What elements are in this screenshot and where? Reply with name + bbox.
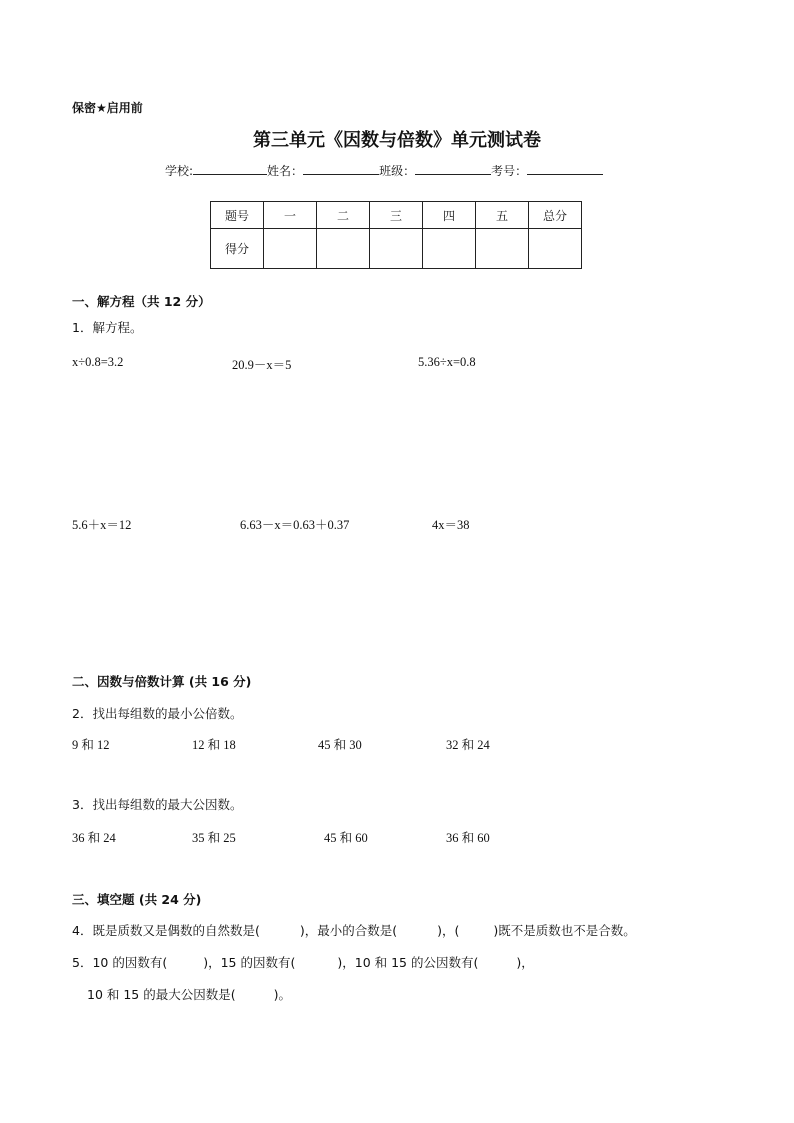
equation: x÷0.8=3.2 — [72, 355, 124, 369]
section1-heading: 一、解方程（共 12 分） — [72, 294, 211, 309]
exam-number-label: 考号： — [491, 164, 528, 178]
question-5 — [72, 953, 534, 971]
q4-text: )既不是质数也不是合数。 — [493, 923, 636, 938]
name-blank[interactable] — [303, 160, 379, 175]
score-cell[interactable] — [529, 229, 582, 269]
student-info-line — [165, 160, 603, 179]
q5-text: )， — [516, 955, 534, 970]
score-cell[interactable] — [317, 229, 370, 269]
table-header-cell: 一 — [264, 202, 317, 229]
q4-text: 4．既是质数又是偶数的自然数是( — [72, 923, 260, 938]
school-label: 学校: — [165, 164, 194, 178]
q5-text: 10 和 15 的最大公因数是( — [87, 987, 236, 1002]
table-header-cell: 三 — [370, 202, 423, 229]
equation: 6.63－x＝0.63＋0.37 — [240, 518, 350, 532]
q4-text: )，最小的合数是( — [299, 923, 398, 938]
question-5-line-2 — [87, 985, 291, 1003]
number-pair: 12 和 18 — [192, 738, 236, 752]
equation: 5.6＋x＝12 — [72, 518, 132, 532]
name-label: 姓名： — [267, 164, 304, 178]
number-pair: 32 和 24 — [446, 738, 490, 752]
q4-text: )，( — [437, 923, 460, 938]
question-2: 2．找出每组数的最小公倍数。 — [72, 706, 243, 721]
score-cell[interactable] — [370, 229, 423, 269]
school-blank[interactable] — [193, 160, 267, 175]
score-table-score-row — [211, 229, 582, 269]
equation: 4x＝38 — [432, 518, 470, 532]
section3-heading: 三、填空题 (共 24 分) — [72, 892, 202, 907]
exam-number-blank[interactable] — [527, 160, 603, 175]
class-blank[interactable] — [415, 160, 491, 175]
number-pair: 45 和 30 — [318, 738, 362, 752]
table-header-cell: 题号 — [211, 202, 264, 229]
question-4 — [72, 921, 636, 939]
number-pair: 36 和 24 — [72, 831, 116, 845]
number-pair: 45 和 60 — [324, 831, 368, 845]
table-header-cell: 四 — [423, 202, 476, 229]
number-pair: 36 和 60 — [446, 831, 490, 845]
number-pair: 35 和 25 — [192, 831, 236, 845]
table-header-cell: 五 — [476, 202, 529, 229]
score-row-label: 得分 — [211, 229, 264, 269]
score-cell[interactable] — [476, 229, 529, 269]
section2-heading: 二、因数与倍数计算 (共 16 分) — [72, 674, 252, 689]
score-cell[interactable] — [264, 229, 317, 269]
table-header-cell: 二 — [317, 202, 370, 229]
score-cell[interactable] — [423, 229, 476, 269]
score-table-header-row — [211, 202, 582, 229]
equation: 20.9－x＝5 — [232, 358, 292, 372]
q5-text: 5．10 的因数有( — [72, 955, 168, 970]
number-pair: 9 和 12 — [72, 738, 110, 752]
page-title: 第三单元《因数与倍数》单元测试卷 — [253, 130, 541, 151]
score-table — [210, 201, 582, 269]
q5-text: )，10 和 15 的公因数有( — [337, 955, 479, 970]
equation: 5.36÷x=0.8 — [418, 355, 476, 369]
confidential-label: 保密★启用前 — [72, 101, 143, 115]
q5-text: )。 — [273, 987, 291, 1002]
class-label: 班级： — [379, 164, 416, 178]
question-3: 3．找出每组数的最大公因数。 — [72, 797, 243, 812]
table-header-cell: 总分 — [529, 202, 582, 229]
question-1: 1．解方程。 — [72, 320, 143, 335]
q5-text: )，15 的因数有( — [203, 955, 296, 970]
